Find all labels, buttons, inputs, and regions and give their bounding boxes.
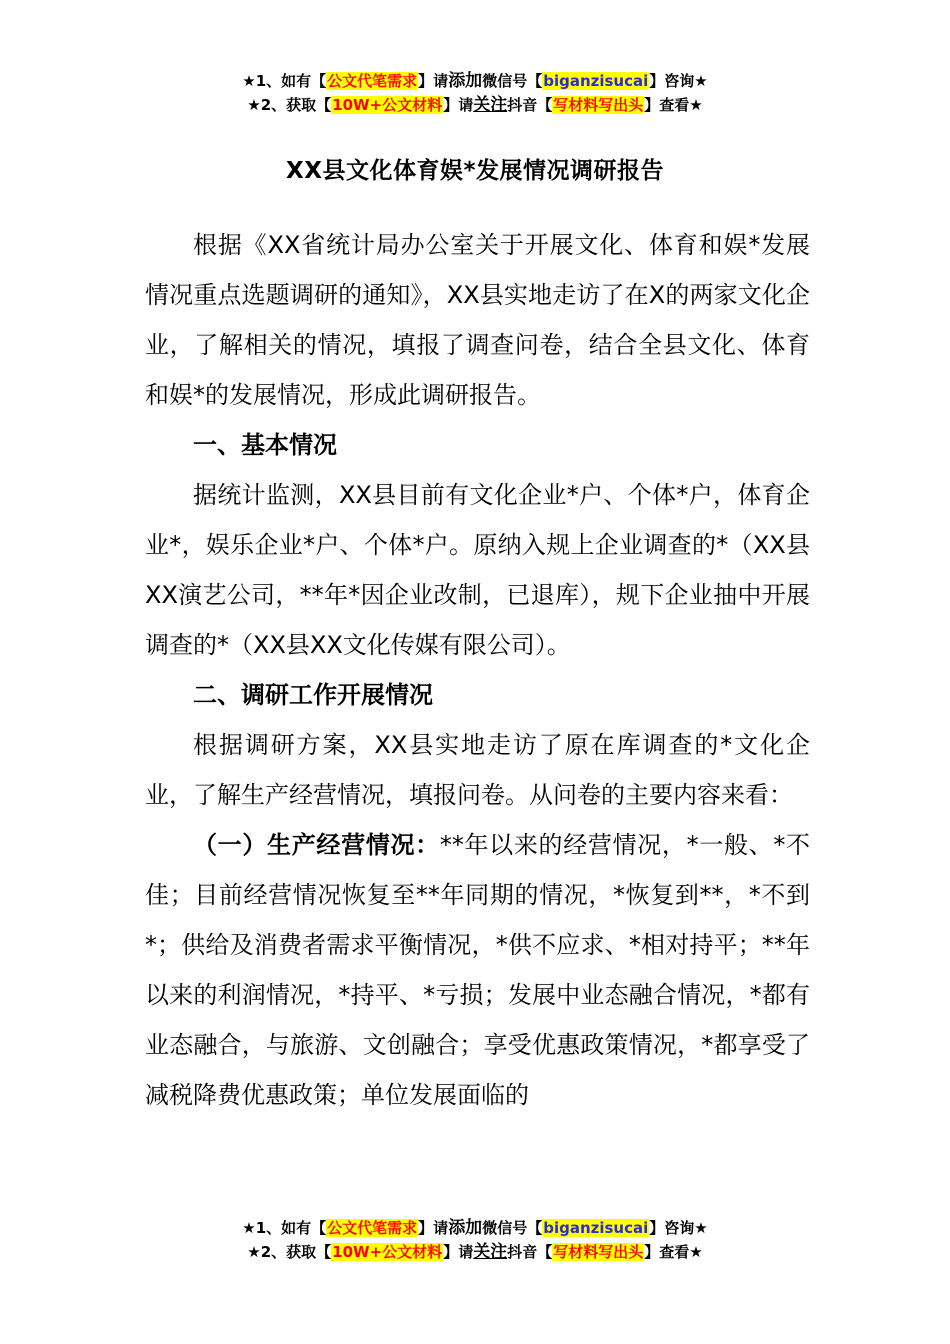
paragraph-operations bbox=[145, 820, 810, 1120]
promo-text: 】查看★ bbox=[644, 96, 703, 114]
promo-text: 】请 bbox=[418, 1219, 449, 1237]
promo-text: 】请 bbox=[418, 72, 449, 90]
promo-highlight: 公文代笔需求 bbox=[327, 72, 418, 90]
promo-emphasis: 添加 bbox=[448, 71, 483, 91]
promo-text: ★1、如有【 bbox=[242, 1219, 327, 1237]
promo-wechat-id: biganzisucai bbox=[543, 72, 649, 90]
promo-emphasis: 添加 bbox=[448, 1218, 483, 1238]
promo-emphasis: 关注 bbox=[473, 1242, 508, 1262]
promo-text: 】咨询★ bbox=[649, 1219, 708, 1237]
promo-text: 微信号【 bbox=[482, 72, 543, 90]
section-heading-basic: 一、基本情况 bbox=[193, 431, 337, 459]
promo-text: 】请 bbox=[443, 1243, 474, 1261]
promo-text: 抖音【 bbox=[507, 96, 553, 114]
promo-header bbox=[0, 69, 950, 117]
section-heading-work: 二、调研工作开展情况 bbox=[193, 681, 433, 709]
promo-wechat-id: biganzisucai bbox=[543, 1219, 649, 1237]
promo-line-2 bbox=[0, 1240, 950, 1264]
promo-text: 微信号【 bbox=[482, 1219, 543, 1237]
promo-line-2 bbox=[0, 93, 950, 117]
promo-emphasis: 关注 bbox=[473, 95, 508, 115]
promo-highlight: 10W+公文材料 bbox=[332, 96, 443, 114]
promo-text: 】咨询★ bbox=[649, 72, 708, 90]
promo-line-1 bbox=[0, 1216, 950, 1240]
promo-text: 】查看★ bbox=[644, 1243, 703, 1261]
promo-text: ★1、如有【 bbox=[242, 72, 327, 90]
promo-text: ★2、获取【 bbox=[247, 1243, 332, 1261]
paragraph-intro: 根据《XX省统计局办公室关于开展文化、体育和娱*发展情况重点选题调研的通知》，XX县实地走访了在X的两家文化企业，了解相关的情况，填报了调查问卷，结合全县文化、体育和娱*的发展情况，形成此调研报告。 bbox=[145, 231, 810, 409]
paragraph-operations-text: **年以来的经营情况，*一般、*不佳；目前经营情况恢复至**年同期的情况，*恢复到**，*不到*；供给及消费者需求平衡情况，*供不应求、*相对持平；**年以来的利润情况，*持平、*亏损；发展中业态融合情况，*都有业态融合，与旅游、文创融合；享受优惠政策情况，*都享受了减税降费优惠政策；单位发展面临的 bbox=[145, 831, 811, 1109]
document-title: XX县文化体育娱*发展情况调研报告 bbox=[286, 158, 664, 184]
promo-footer bbox=[0, 1216, 950, 1264]
promo-highlight: 公文代笔需求 bbox=[327, 1219, 418, 1237]
promo-text: ★2、获取【 bbox=[247, 96, 332, 114]
promo-douyin-id: 写材料写出头 bbox=[553, 1243, 644, 1261]
paragraph-work: 根据调研方案，XX县实地走访了原在库调查的*文化企业，了解生产经营情况，填报问卷。从问卷的主要内容来看： bbox=[145, 731, 810, 809]
promo-text: 抖音【 bbox=[507, 1243, 553, 1261]
subsection-label: （一）生产经营情况： bbox=[193, 831, 440, 859]
document-body bbox=[145, 220, 810, 1120]
promo-text: 】请 bbox=[443, 96, 474, 114]
promo-douyin-id: 写材料写出头 bbox=[553, 96, 644, 114]
promo-line-1 bbox=[0, 69, 950, 93]
promo-highlight: 10W+公文材料 bbox=[332, 1243, 443, 1261]
paragraph-basic: 据统计监测，XX县目前有文化企业*户、个体*户，体育企业*，娱乐企业*户、个体*户。原纳入规上企业调查的*（XX县XX演艺公司，**年*因企业改制，已退库），规下企业抽中开展调查的*（XX县XX文化传媒有限公司）。 bbox=[145, 481, 810, 659]
